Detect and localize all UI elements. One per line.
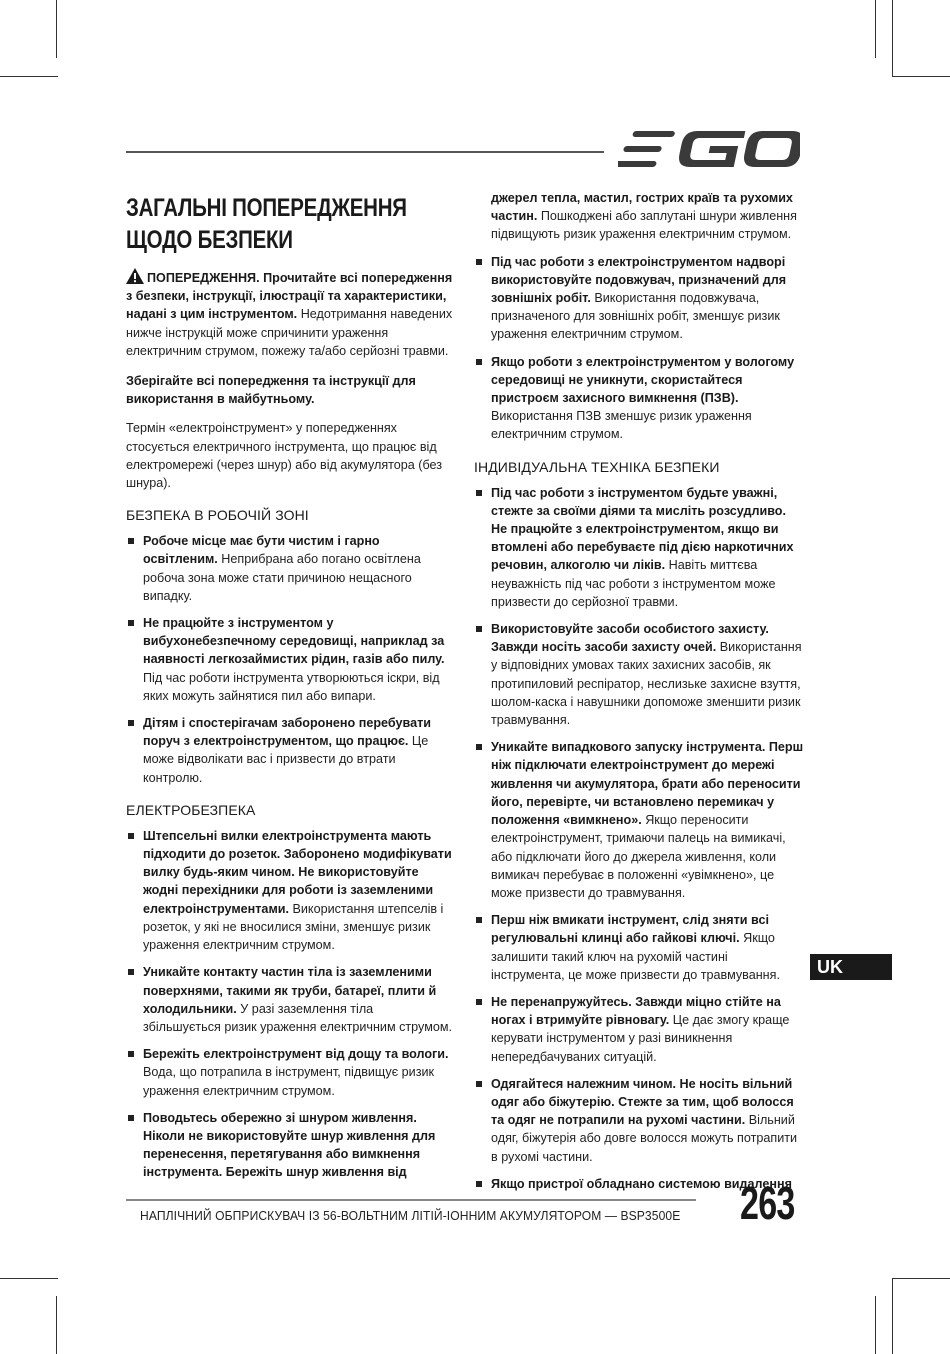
warning-triangle-icon bbox=[126, 268, 144, 284]
electrical-list bbox=[126, 827, 454, 1182]
list-item: Використовуйте засоби особистого захисту. Завжди носіть засоби захисту очей. Використання у відповідних умовах таких захисних засобів, як протипиловий респіратор, неслизьке захисне взуття, шолом-каска і навушники допоможе зменшити ризик травмування. bbox=[474, 620, 804, 729]
language-tab: UK bbox=[810, 954, 892, 980]
list-item-continued: джерел тепла, мастил, гострих країв та рухомих частин. Пошкоджені або заплутані шнури живлення підвищують ризик ураження електричним струмом. bbox=[491, 191, 797, 242]
personal-list bbox=[474, 484, 804, 1193]
left-column bbox=[126, 192, 454, 1191]
save-instructions: Зберігайте всі попередження та інструкції для використання в майбутньому. bbox=[126, 374, 416, 407]
crop-mark bbox=[56, 1296, 57, 1354]
electrical-list-continued bbox=[474, 189, 804, 444]
footer-rule bbox=[126, 1199, 696, 1201]
right-column bbox=[474, 189, 804, 1202]
list-item: Перш ніж вмикати інструмент, слід зняти всі регулювальні клинці або гайкові ключі. Якщо залишити такий ключ на рухомій частині інструмента, це може призвести до травмування. bbox=[474, 911, 804, 984]
crop-mark bbox=[0, 1278, 58, 1279]
page-title: ЗАГАЛЬНІ ПОПЕРЕДЖЕННЯ ЩОДО БЕЗПЕКИ bbox=[126, 194, 407, 254]
list-item: Під час роботи з електроінструментом надворі використовуйте подовжувач, призначений для зовнішніх робіт. Використання подовжувача, призначеного для зовнішніх робіт, зменшує ризик ураження електричним струмом. bbox=[474, 253, 804, 344]
crop-mark bbox=[875, 1296, 876, 1354]
list-item: Уникайте контакту частин тіла із заземленими поверхнями, такими як труби, батареї, плити й холодильники. У разі заземлення тіла збільшується ризик ураження електричним струмом. bbox=[126, 963, 454, 1036]
list-item: Штепсельні вилки електроінструмента мають підходити до розеток. Заборонено модифікувати вилку будь-яким чином. Не використовуйте жодні перехідники для роботи із заземленими електроінструментами. Використання штепселів і розеток, у які не вносилися зміни, зменшує ризик ураження електричним струмом. bbox=[126, 827, 454, 954]
header-rule bbox=[126, 151, 604, 153]
list-item: Поводьтесь обережно зі шнуром живлення. Ніколи не використовуйте шнур живлення для перенесення, перетягування або вимкнення інструмента. Бережіть шнур живлення від bbox=[126, 1109, 454, 1182]
list-item: Уникайте випадкового запуску інструмента. Перш ніж підключати електроінструмент до мережі живлення чи акумулятора, брати або переносити його, перевірте, чи встановлено перемикач у положення «вимкнено». Якщо переносити електроінструмент, тримаючи палець на вимикачі, або підключати його до джерела живлення, коли вимикач перебуває в положенні «увімкнено», це може призвести до травмування. bbox=[474, 738, 804, 902]
crop-mark bbox=[0, 76, 58, 77]
list-item: Бережіть електроінструмент від дощу та вологи. Вода, що потрапила в інструмент, підвищує ризик ураження електричним струмом. bbox=[126, 1045, 454, 1100]
warning-lead: ПОПЕРЕДЖЕННЯ. Прочитайте всі попередження з безпеки, інструкції, ілюстрації та характеристики, надані з цим інструментом. bbox=[126, 271, 453, 322]
list-item: Якщо роботи з електроінструментом у вологому середовищі не уникнути, скористайтеся пристроєм захисного вимкнення (ПЗВ). Використання ПЗВ зменшує ризик ураження електричним струмом. bbox=[474, 353, 804, 444]
section-heading-personal: ІНДИВІДУАЛЬНА ТЕХНІКА БЕЗПЕКИ bbox=[474, 458, 720, 475]
section-heading-electrical: ЕЛЕКТРОБЕЗПЕКА bbox=[126, 801, 256, 818]
list-item: Якщо пристрої обладнано системою видалення bbox=[474, 1175, 804, 1193]
crop-mark bbox=[875, 0, 876, 58]
section-heading-work-area: БЕЗПЕКА В РОБОЧІЙ ЗОНІ bbox=[126, 507, 309, 524]
warning-block bbox=[126, 268, 454, 360]
term-note: Термін «електроінструмент» у попередженнях стосується електричного інструмента, що працює від електромережі (через шнур) або від акумулятора (без шнура). bbox=[126, 421, 443, 491]
crop-mark bbox=[892, 1278, 950, 1279]
list-item: Не перенапружуйтесь. Завжди міцно стійте на ногах і втримуйте рівновагу. Це дає змогу краще керувати інструментом у разі виникнення непередбачуваних ситуацій. bbox=[474, 993, 804, 1066]
list-item: Під час роботи з інструментом будьте уважні, стежте за своїми діями та мисліть розсудливо. Не працюйте з електроінструментом, якщо ви втомлені або перебуваєте під дією наркотичних речовин, алкоголю чи ліків. Навіть миттєва неуважність під час роботи з інструментом може призвести до серйозної травми. bbox=[474, 484, 804, 611]
list-item: Одягайтеся належним чином. Не носіть вільний одяг або біжутерію. Стежте за тим, щоб волосся та одяг не потрапили на рухомі частини. Вільний одяг, біжутерія або довге волосся можуть потрапити в рухомі частини. bbox=[474, 1075, 804, 1166]
crop-mark bbox=[56, 0, 57, 58]
list-item: Робоче місце має бути чистим і гарно освітленим. Неприбрана або погано освітлена робоча зона може стати причиною нещасного випадку. bbox=[126, 532, 454, 605]
crop-mark bbox=[892, 0, 893, 76]
list-item: Дітям і спостерігачам заборонено перебувати поруч з електроінструментом, що працює. Це може відволікати вас і призвести до втрати контролю. bbox=[126, 714, 454, 787]
crop-mark bbox=[892, 76, 950, 77]
ego-logo bbox=[618, 128, 800, 172]
page-number: 263 bbox=[740, 1177, 795, 1229]
warning-text: Недотримання наведених нижче інструкцій може спричинити ураження електричним струмом, пожежу та/або серйозні травми. bbox=[126, 307, 453, 358]
work-area-list bbox=[126, 532, 454, 787]
footer-product-name: НАПЛІЧНИЙ ОБПРИСКУВАЧ ІЗ 56-ВОЛЬТНИМ ЛІТІЙ-ІОННИМ АКУМУЛЯТОРОМ — BSP3500E bbox=[140, 1208, 681, 1223]
crop-mark bbox=[892, 1278, 893, 1354]
list-item: Не працюйте з інструментом у вибухонебезпечному середовищі, наприклад за наявності легкозаймистих рідин, газів або пилу. Під час роботи інструмента утворюються іскри, від яких можуть зайнятися пил або випари. bbox=[126, 614, 454, 705]
